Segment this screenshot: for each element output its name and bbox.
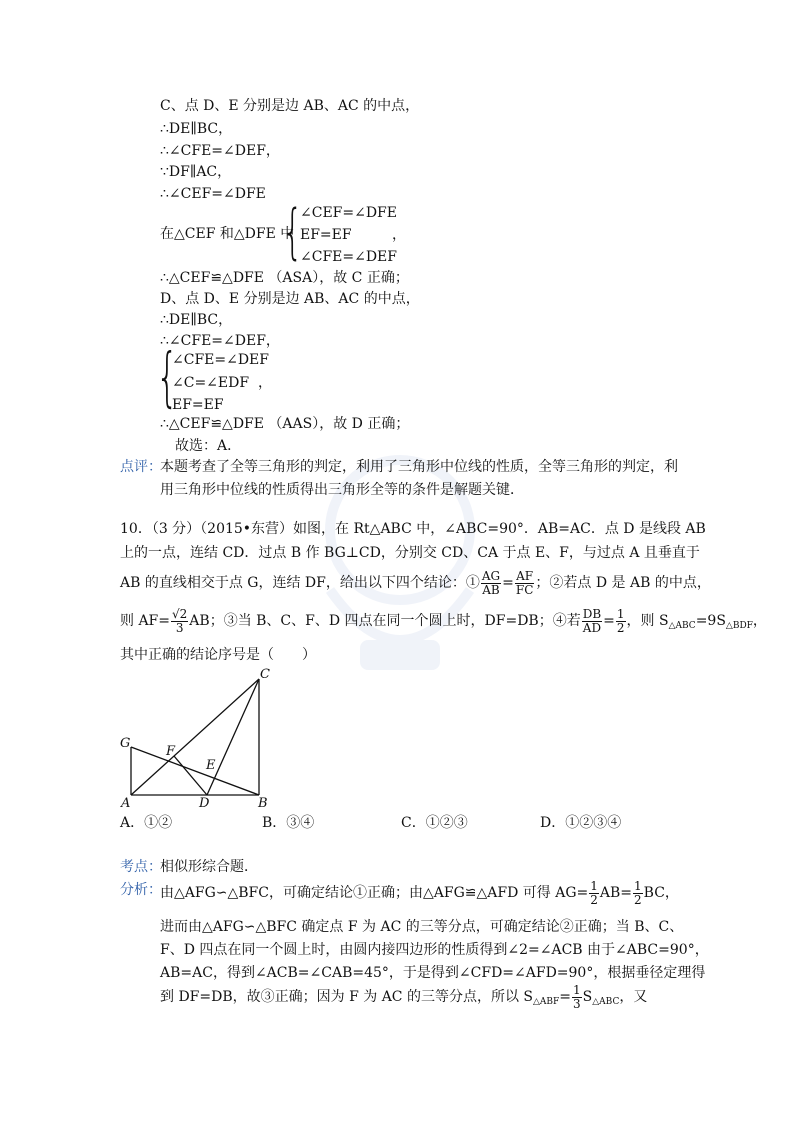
text-line: ∵DF∥AC， [160, 164, 232, 180]
text-line: ∴∠CFE=∠DEF， [160, 333, 280, 349]
system-prefix: 在△CEF 和△DFE 中 [160, 226, 295, 242]
brace-symbol: { [156, 341, 179, 415]
point-label-e: E [206, 758, 216, 773]
knowledge-label: 考点： [120, 859, 162, 875]
segment-fd [174, 756, 207, 795]
system-eq-1: ∠CEF=∠DFE [300, 205, 397, 221]
point-label-d: D [199, 796, 210, 810]
fraction: $\frac{AG}{AB}$ [481, 568, 501, 597]
segment-ac [131, 679, 259, 795]
knowledge-text: 相似形综合题． [160, 859, 258, 875]
system-eq-3: EF=EF [172, 397, 224, 413]
text-line: ∴DE∥BC， [160, 121, 233, 137]
question-text: 上的一点，连结 CD．过点 B 作 BG⊥CD，分别交 CD、CA 于点 E、F，与过点 A 且垂直于 [120, 545, 700, 561]
analysis-text: F、D 四点在同一个圆上时，由圆内接四边形的性质得到∠2=∠ACB 由于∠ABC=90°， [160, 942, 709, 958]
analysis-text: 由△AFG∽△BFC，可确定结论①正确；由△AFG≌△AFD 可得 AG= $\frac{1}{2}$ AB= $\frac{1}{2}$ BC， [160, 878, 679, 907]
point-label-b: B [258, 796, 268, 810]
text-line: ∴DE∥BC， [160, 312, 233, 328]
answer-choice: 故选：A． [175, 438, 242, 454]
system-eq-2: ∠C=∠EDF [172, 375, 250, 391]
option-b: B．③④ [262, 815, 315, 831]
point-label-a: A [121, 796, 131, 810]
option-c: C．①②③ [401, 815, 468, 831]
system-eq-1: ∠CFE=∠DEF [172, 352, 269, 368]
system-eq-3: ∠CFE=∠DEF [300, 249, 397, 265]
fraction: $\frac{1}{2}$ [590, 878, 598, 907]
fraction: $\frac{1}{3}$ [573, 982, 581, 1011]
fraction: $\frac{1}{2}$ [616, 606, 625, 635]
text-line: D、点 D、E 分别是边 AB、AC 的中点， [160, 291, 420, 307]
fraction: $\frac{√2}{3}$ [172, 606, 188, 635]
point-label-f: F [166, 744, 176, 759]
question-text: 其中正确的结论序号是（ ） [120, 647, 316, 663]
option-d: D．①②③④ [540, 815, 622, 831]
fraction: $\frac{DB}{AD}$ [582, 606, 602, 635]
brace-symbol: { [282, 197, 304, 267]
system-eq-2: EF=EF [300, 227, 352, 243]
question-text: 则 AF= $\frac{√2}{3}$ AB；③当 B、C、F、D 四点在同一个圆上时，DF=DB；④若 $\frac{DB}{AD}$ = $\frac{1}{2}$ ，则 $S_{\triangle ABC}=9S_{\triangle BDF}$， [120, 606, 767, 635]
text-line: ∴△CEF≌△DFE （AAS），故 D 正确； [160, 416, 410, 432]
point-label-c: C [260, 667, 270, 682]
review-text: 用三角形中位线的性质得出三角形全等的条件是解题关键． [160, 482, 524, 498]
analysis-text: AB=AC，得到∠ACB=∠CAB=45°，于是得到∠CFD=∠AFD=90°，根据垂径定理得 [160, 965, 706, 981]
geometry-figure [115, 665, 285, 810]
text-line: ∴△CEF≌△DFE （ASA），故 C 正确； [160, 270, 409, 286]
segment-gb [131, 747, 259, 795]
review-label: 点评： [120, 459, 162, 475]
question-text: AB 的直线相交于点 G，连结 DF，给出以下四个结论：① $\frac{AG}{AB}$ = $\frac{AF}{FC}$ ；②若点 D 是 AB 的中点， [120, 568, 711, 597]
analysis-label: 分析： [120, 882, 162, 898]
system-comma: ， [258, 375, 272, 391]
analysis-text: 进而由△AFG∽△BFC 确定点 F 为 AC 的三等分点，可确定结论②正确；当 B、C、 [160, 919, 684, 935]
fraction: $\frac{AF}{FC}$ [515, 568, 534, 597]
question-text: 10．（3 分）（2015•东营）如图，在 Rt△ABC 中，∠ABC=90°．AB=AC．点 D 是线段 AB [120, 521, 706, 537]
option-a: A．①② [120, 815, 173, 831]
point-label-g: G [120, 736, 131, 751]
review-text: 本题考查了全等三角形的判定，利用了三角形中位线的性质，全等三角形的判定，利 [160, 459, 678, 475]
segment-dc [207, 679, 259, 795]
analysis-text: 到 DF=DB，故③正确；因为 F 为 AC 的三等分点，所以 $S_{\triangle ABF}=$ $\frac{1}{3}$ $S_{\triangle ABC}$，又 [160, 982, 648, 1011]
text-line: ∴∠CEF=∠DFE [160, 186, 266, 202]
system-comma: ， [392, 227, 406, 243]
text-line: ∴∠CFE=∠DEF， [160, 143, 280, 159]
fraction: $\frac{1}{2}$ [634, 878, 642, 907]
text-line: C、点 D、E 分别是边 AB、AC 的中点， [160, 98, 420, 114]
